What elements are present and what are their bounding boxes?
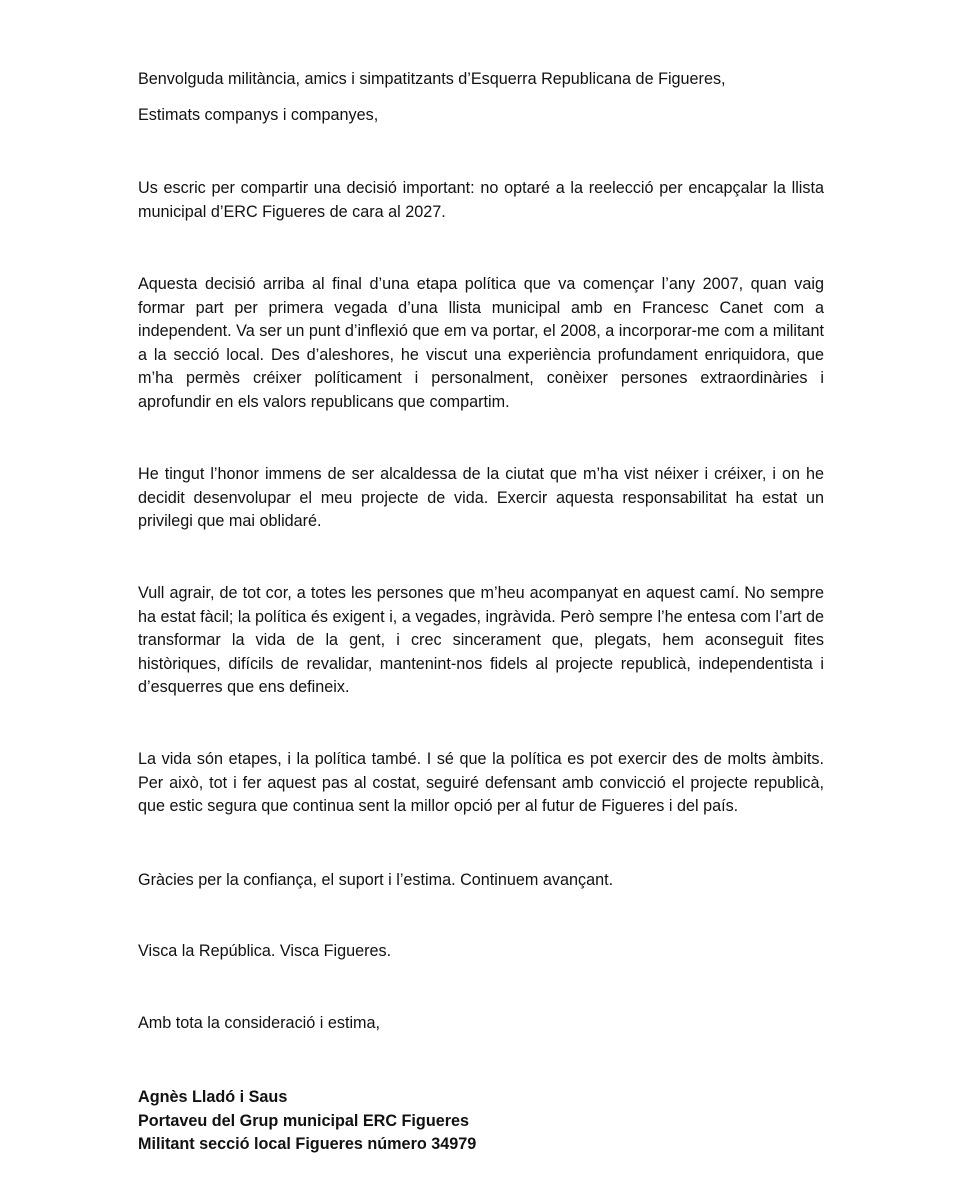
paragraph-background: Aquesta decisió arriba al final d’una etapa política que va començar l’any 2007, quan vaig formar part per primera vegada d’una llista municipal amb en Francesc Canet com a independent. Va ser un punt d’inflexió que em va portar, el 2008, a incorporar-me com a militant a la secció local. Des d’aleshores, he viscut una experiència profundament enriquidora, que m’ha permès créixer políticament i personalment, conèixer persones extraordinàries i aprofundir en els valors republicans que compartim.: [138, 275, 824, 411]
signature-name: Agnès Lladó i Saus: [138, 1088, 288, 1106]
paragraph-future: La vida són etapes, i la política també. I sé que la política es pot exercir des de molts àmbits. Per això, tot i fer aquest pas al costat, seguiré defensant amb convicció el projecte republicà, que estic segura que continua sent la millor opció per al futur de Figueres i del país.: [138, 750, 824, 816]
closing-line: Amb tota la consideració i estima,: [138, 1014, 381, 1032]
salutation-line: Estimats companys i companyes,: [138, 106, 379, 124]
paragraph-decision: Us escric per compartir una decisió important: no optaré a la reelecció per encapçalar la llista municipal d’ERC Figueres de cara al 2027.: [138, 179, 824, 221]
signature-membership: Militant secció local Figueres número 34979: [138, 1135, 477, 1154]
paragraph-thanks: Vull agrair, de tot cor, a totes les persones que m’heu acompanyat en aquest camí. No sempre ha estat fàcil; la política és exigent i, a vegades, ingràvida. Però sempre l’he entesa com l’art de transformar la vida de la gent, i crec sincerament que, plegats, hem aconseguit fites històriques, difícils de revalidar, mantenint-nos fidels al projecte republicà, independentista i d’esquerres que ens defineix.: [138, 584, 824, 697]
greeting-line: Benvolguda militància, amics i simpatitzants d’Esquerra Republicana de Figueres,: [138, 70, 726, 88]
signature-role: Portaveu del Grup municipal ERC Figueres: [138, 1111, 470, 1130]
signature-block: [138, 1086, 824, 1157]
paragraph-gratitude: Gràcies per la confiança, el suport i l’estima. Continuem avançant.: [138, 871, 614, 889]
paragraph-mayor: He tingut l’honor immens de ser alcaldessa de la ciutat que m’ha vist néixer i créixer, i on he decidit desenvolupar el meu projecte de vida. Exercir aquesta responsabilitat ha estat un privilegi que mai oblidaré.: [138, 465, 824, 531]
paragraph-visca: Visca la República. Visca Figueres.: [138, 942, 392, 960]
